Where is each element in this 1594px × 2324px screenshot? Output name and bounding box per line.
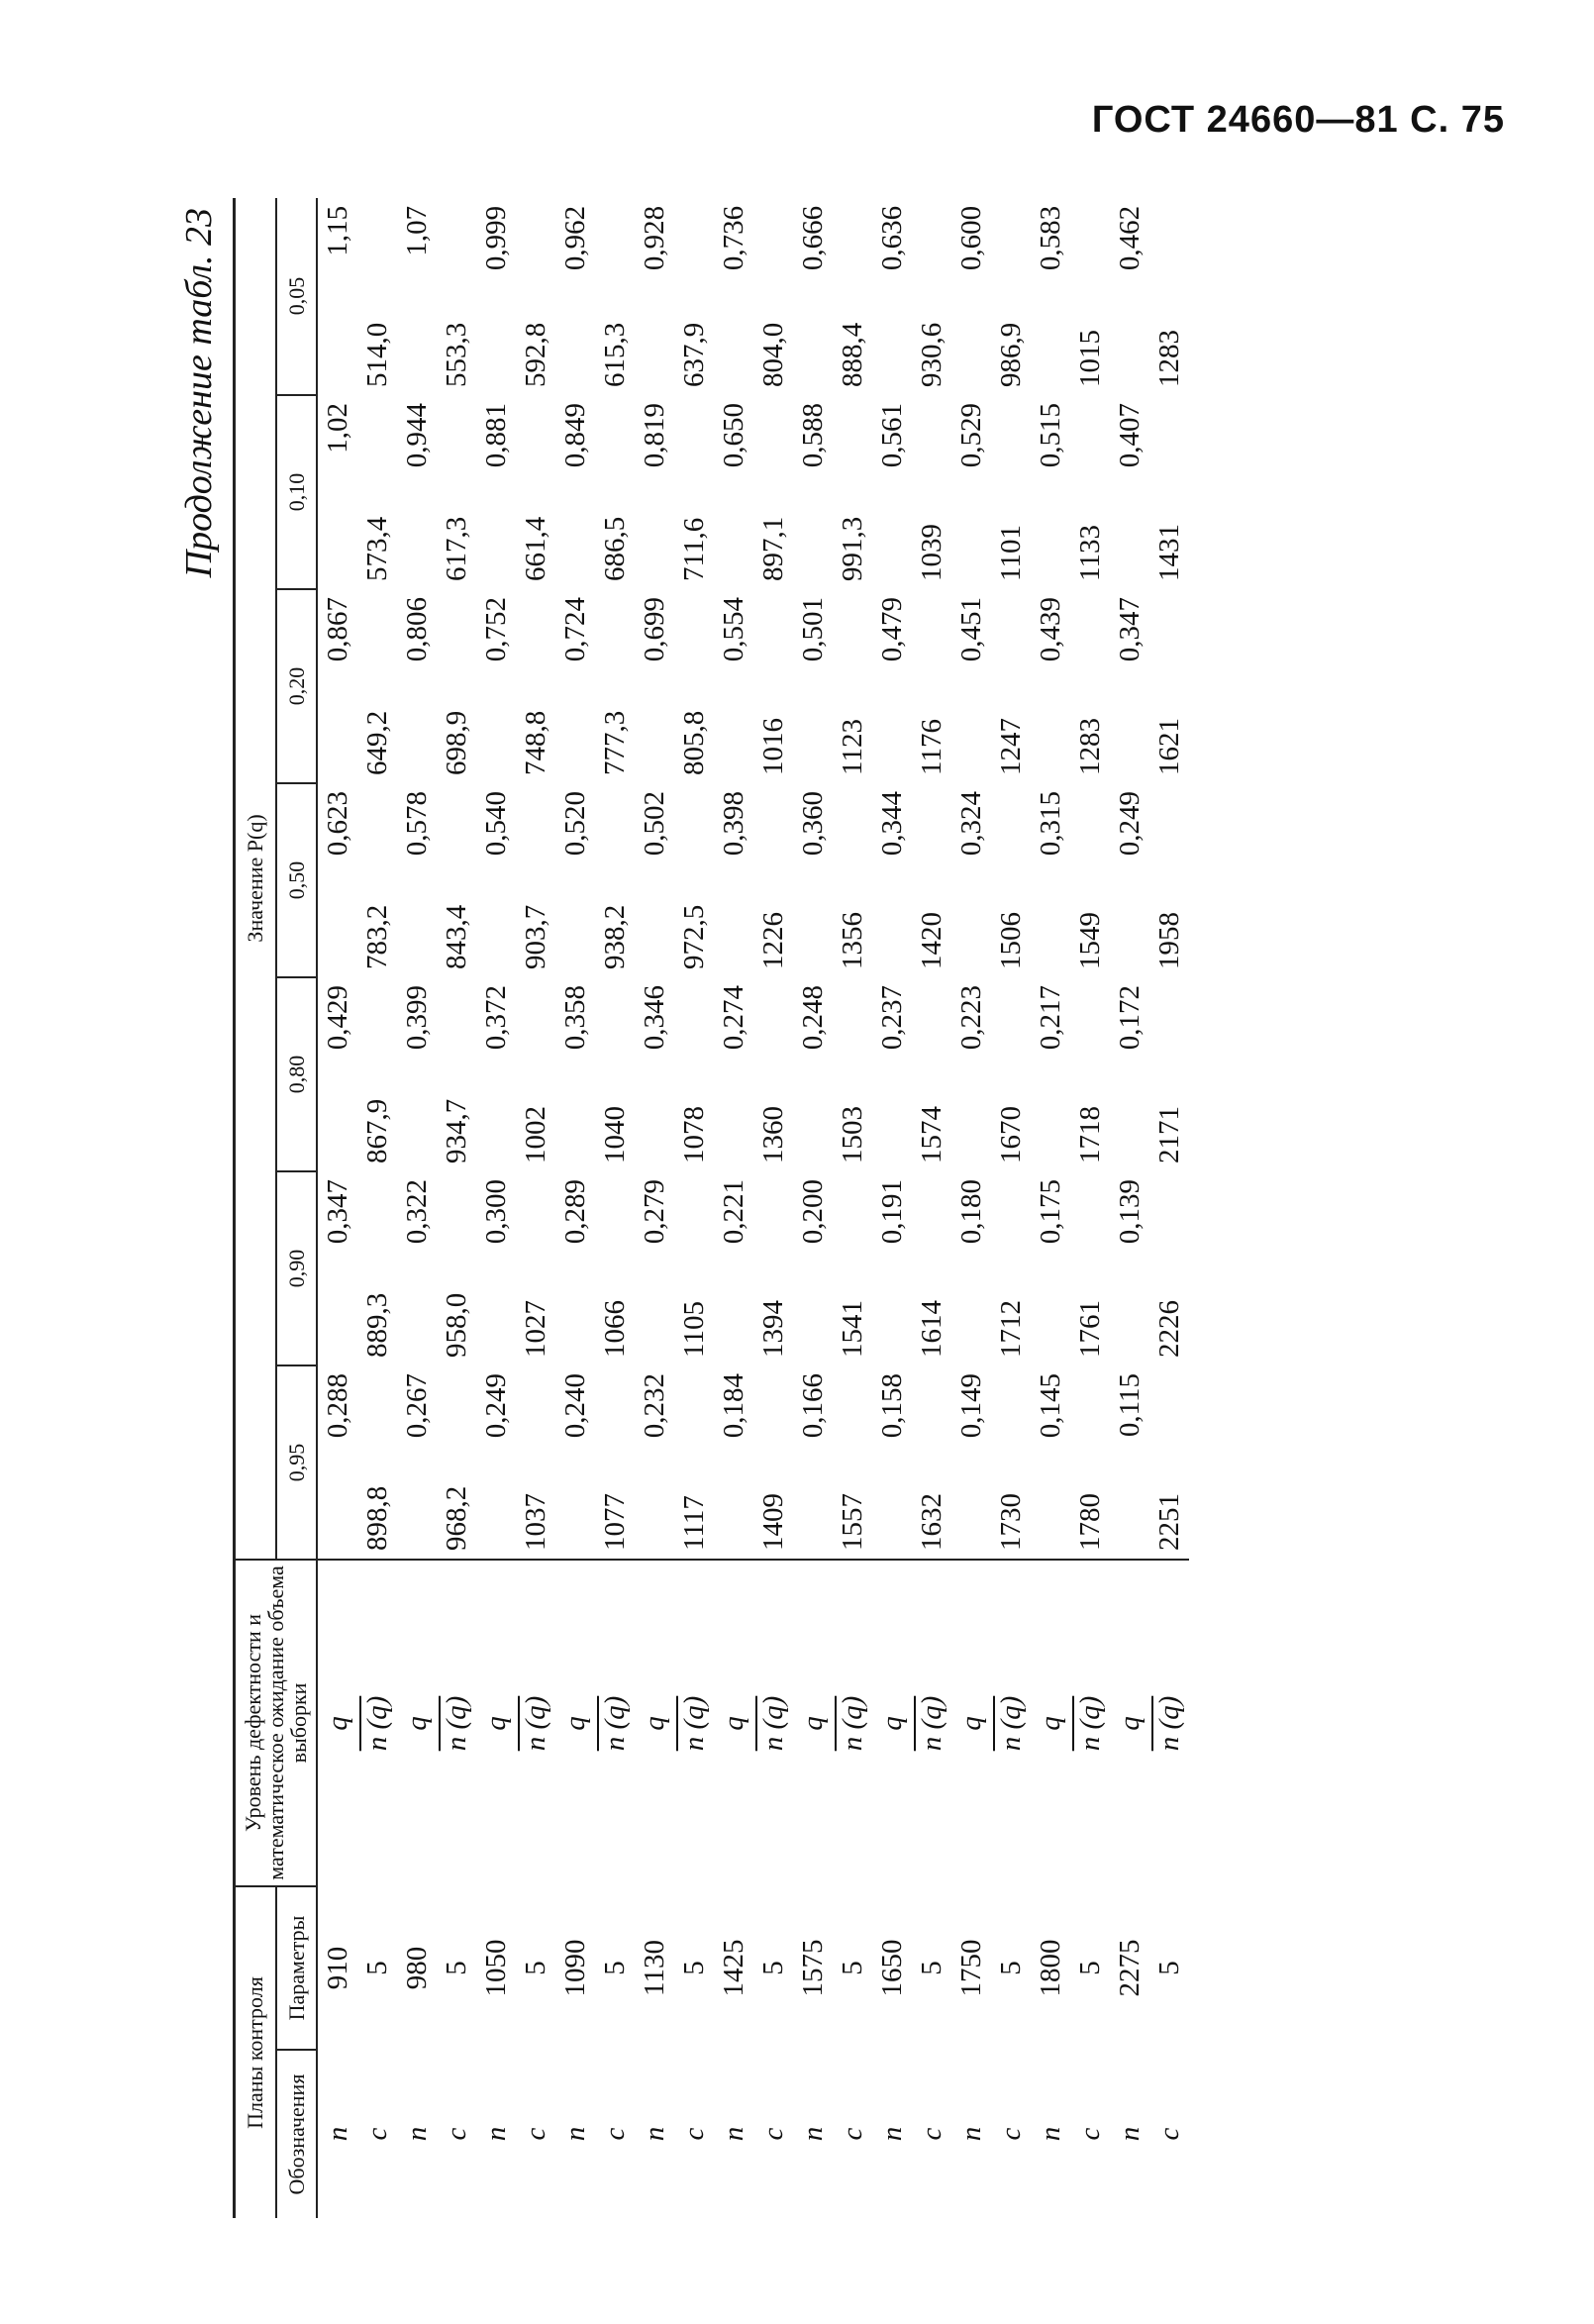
- row-level: q: [872, 1560, 912, 1886]
- value-cell: 0,221: [718, 1178, 750, 1245]
- row-code: n: [955, 2126, 988, 2142]
- value-cell: 1016: [757, 717, 790, 775]
- value-cell: 2226: [1153, 1299, 1186, 1358]
- value-cell: 1077: [599, 1492, 632, 1551]
- row-level: n (q): [1149, 1560, 1189, 1886]
- value-cell: 1117: [678, 1495, 711, 1551]
- p-level-header: 0,20: [276, 589, 318, 783]
- table-row: [516, 198, 555, 2218]
- value-cell: 711,6: [678, 517, 711, 581]
- table-row: [476, 198, 516, 2218]
- value-cell: 1040: [599, 1105, 632, 1163]
- value-cell: 1780: [1074, 1492, 1107, 1551]
- data-table: [233, 198, 1189, 2218]
- value-cell: 0,248: [797, 984, 830, 1051]
- value-cell: 1247: [995, 717, 1028, 775]
- value-cell: 2251: [1153, 1492, 1186, 1551]
- row-level: q: [555, 1560, 595, 1886]
- value-cell: 991,3: [837, 516, 869, 581]
- value-cell: 1002: [520, 1105, 552, 1163]
- value-cell: 0,346: [639, 984, 671, 1051]
- value-cell: 0,588: [797, 402, 830, 468]
- value-cell: 805,8: [678, 710, 711, 775]
- table-row: [555, 198, 595, 2218]
- value-cell: 0,115: [1114, 1372, 1146, 1438]
- value-cell: 0,439: [1035, 596, 1067, 662]
- value-cell: 1,07: [401, 205, 434, 256]
- value-cell: 0,149: [955, 1372, 988, 1439]
- row-code: c: [599, 2127, 632, 2141]
- value-cell: 0,600: [955, 205, 988, 271]
- value-cell: 0,666: [797, 205, 830, 271]
- value-cell: 0,529: [955, 402, 988, 468]
- value-cell: 0,274: [718, 984, 750, 1051]
- value-cell: 972,5: [678, 904, 711, 969]
- row-param: 5: [757, 1961, 790, 1975]
- value-cell: 1409: [757, 1492, 790, 1551]
- row-level: q: [476, 1560, 516, 1886]
- row-code: c: [678, 2127, 711, 2141]
- value-cell: 0,881: [480, 402, 513, 468]
- value-cell: 0,819: [639, 402, 671, 468]
- table-caption: Продолжение табл. 23: [178, 208, 220, 578]
- value-cell: 1283: [1074, 717, 1107, 775]
- value-cell: 0,650: [718, 402, 750, 468]
- value-cell: 661,4: [520, 516, 552, 581]
- table-body: [317, 198, 1189, 2218]
- row-code: n: [401, 2126, 434, 2142]
- p-level-header: 0,50: [276, 783, 318, 977]
- value-cell: 1557: [837, 1492, 869, 1551]
- value-cell: 0,145: [1035, 1372, 1067, 1439]
- value-cell: 1066: [599, 1299, 632, 1358]
- table-row: [1149, 198, 1189, 2218]
- table-row: [1031, 198, 1070, 2218]
- value-cell: 867,9: [361, 1098, 394, 1163]
- value-cell: 615,3: [599, 322, 632, 387]
- value-cell: 1176: [916, 719, 948, 775]
- value-cell: 1133: [1074, 525, 1107, 581]
- row-level: q: [1110, 1560, 1149, 1886]
- rotated-table-area: [173, 198, 1460, 2218]
- value-cell: 0,429: [322, 984, 354, 1051]
- value-cell: 0,462: [1114, 205, 1146, 271]
- value-cell: 0,724: [559, 596, 592, 662]
- table-row: [595, 198, 635, 2218]
- value-cell: 0,636: [876, 205, 909, 271]
- value-cell: 514,0: [361, 322, 394, 387]
- value-cell: 1420: [916, 911, 948, 969]
- value-cell: 1105: [678, 1301, 711, 1358]
- value-cell: 0,561: [876, 402, 909, 468]
- value-cell: 783,2: [361, 904, 394, 969]
- value-cell: 1632: [916, 1492, 948, 1551]
- table-row: [912, 198, 951, 2218]
- value-cell: 1,02: [322, 402, 354, 454]
- row-param: 1750: [955, 1939, 988, 1997]
- value-cell: 1761: [1074, 1299, 1107, 1358]
- row-level: n (q): [912, 1560, 951, 1886]
- p-level-header: 0,10: [276, 395, 318, 589]
- row-level: n (q): [674, 1560, 714, 1886]
- value-cell: 592,8: [520, 322, 552, 387]
- row-code: n: [322, 2126, 354, 2142]
- value-cell: 2171: [1153, 1105, 1186, 1163]
- row-param: 5: [995, 1961, 1028, 1975]
- value-cell: 0,249: [1114, 790, 1146, 857]
- row-code: c: [995, 2127, 1028, 2141]
- row-param: 5: [916, 1961, 948, 1975]
- value-cell: 1394: [757, 1299, 790, 1358]
- value-cell: 0,300: [480, 1178, 513, 1245]
- value-cell: 0,623: [322, 790, 354, 857]
- row-level: n (q): [991, 1560, 1031, 1886]
- value-cell: 938,2: [599, 904, 632, 969]
- value-cell: 0,324: [955, 790, 988, 857]
- value-cell: 0,540: [480, 790, 513, 857]
- table-row: [437, 198, 476, 2218]
- value-cell: 0,175: [1035, 1178, 1067, 1245]
- value-cell: 649,2: [361, 710, 394, 775]
- value-cell: 0,806: [401, 596, 434, 662]
- group-values-header: Значение P(q): [235, 198, 276, 1560]
- value-cell: 573,4: [361, 516, 394, 581]
- value-cell: 617,3: [441, 516, 473, 581]
- value-cell: 0,232: [639, 1372, 671, 1439]
- row-param: 5: [441, 1961, 473, 1975]
- table-row: [397, 198, 437, 2218]
- value-cell: 0,849: [559, 402, 592, 468]
- value-cell: 0,237: [876, 984, 909, 1051]
- table-row: [872, 198, 912, 2218]
- value-cell: 0,479: [876, 596, 909, 662]
- value-cell: 1123: [837, 719, 869, 775]
- value-cell: 0,520: [559, 790, 592, 857]
- row-level: q: [951, 1560, 991, 1886]
- value-cell: 0,999: [480, 205, 513, 271]
- row-param: 1130: [639, 1940, 671, 1996]
- table-row: [833, 198, 872, 2218]
- table-row: [674, 198, 714, 2218]
- value-cell: 748,8: [520, 710, 552, 775]
- value-cell: 0,399: [401, 984, 434, 1051]
- value-cell: 1541: [837, 1299, 869, 1358]
- value-cell: 0,347: [1114, 596, 1146, 662]
- value-cell: 0,867: [322, 596, 354, 662]
- level-column-header: Уровень дефектности и математическое ожидание объема выборки: [235, 1560, 318, 1886]
- table-row: [317, 198, 357, 2218]
- row-code: n: [559, 2126, 592, 2142]
- value-cell: 1958: [1153, 911, 1186, 969]
- row-code: n: [639, 2126, 671, 2142]
- value-cell: 934,7: [441, 1098, 473, 1163]
- value-cell: 1614: [916, 1299, 948, 1358]
- p-level-header: 0,05: [276, 198, 318, 395]
- value-cell: 888,4: [837, 322, 869, 387]
- row-level: n (q): [357, 1560, 397, 1886]
- value-cell: 1503: [837, 1105, 869, 1163]
- row-level: q: [793, 1560, 833, 1886]
- value-cell: 1712: [995, 1299, 1028, 1358]
- row-code: c: [757, 2127, 790, 2141]
- p-level-header: 0,90: [276, 1171, 318, 1365]
- value-cell: 0,944: [401, 402, 434, 468]
- row-param: 5: [520, 1961, 552, 1975]
- value-cell: 0,578: [401, 790, 434, 857]
- table-row: [1110, 198, 1149, 2218]
- table-row: [357, 198, 397, 2218]
- value-cell: 0,699: [639, 596, 671, 662]
- row-param: 5: [361, 1961, 394, 1975]
- value-cell: 0,315: [1035, 790, 1067, 857]
- value-cell: 1015: [1074, 329, 1107, 387]
- row-code: n: [876, 2126, 909, 2142]
- row-level: q: [397, 1560, 437, 1886]
- group-plans-header: Планы контроля: [235, 1886, 276, 2218]
- value-cell: 1039: [916, 523, 948, 581]
- row-level: q: [1031, 1560, 1070, 1886]
- table-row: [793, 198, 833, 2218]
- value-cell: 0,217: [1035, 984, 1067, 1051]
- value-cell: 1549: [1074, 911, 1107, 969]
- row-level: q: [317, 1560, 357, 1886]
- table-row: [951, 198, 991, 2218]
- value-cell: 0,501: [797, 596, 830, 662]
- table-row: [635, 198, 674, 2218]
- value-cell: 804,0: [757, 322, 790, 387]
- row-param: 5: [599, 1961, 632, 1975]
- value-cell: 0,962: [559, 205, 592, 271]
- value-cell: 1078: [678, 1105, 711, 1163]
- row-code: n: [480, 2126, 513, 2142]
- value-cell: 0,554: [718, 596, 750, 662]
- value-cell: 0,184: [718, 1372, 750, 1439]
- value-cell: 0,166: [797, 1372, 830, 1439]
- row-level: n (q): [753, 1560, 793, 1886]
- value-cell: 637,9: [678, 322, 711, 387]
- table-row: [991, 198, 1031, 2218]
- value-cell: 0,360: [797, 790, 830, 857]
- value-cell: 686,5: [599, 516, 632, 581]
- row-param: 980: [401, 1946, 434, 1990]
- value-cell: 1037: [520, 1492, 552, 1551]
- value-cell: 0,451: [955, 596, 988, 662]
- value-cell: 0,358: [559, 984, 592, 1051]
- value-cell: 897,1: [757, 516, 790, 581]
- value-cell: 0,180: [955, 1178, 988, 1245]
- row-param: 2275: [1114, 1939, 1146, 1997]
- value-cell: 1506: [995, 911, 1028, 969]
- row-param: 5: [1074, 1961, 1107, 1975]
- value-cell: 0,223: [955, 984, 988, 1051]
- value-cell: 0,139: [1114, 1178, 1146, 1245]
- value-cell: 0,279: [639, 1178, 671, 1245]
- row-param: 5: [678, 1961, 711, 1975]
- code-column-header: Обозначения: [276, 2050, 318, 2218]
- row-param: 1575: [797, 1939, 830, 1997]
- value-cell: 0,736: [718, 205, 750, 271]
- row-level: n (q): [833, 1560, 872, 1886]
- value-cell: 1621: [1153, 717, 1186, 775]
- row-param: 1425: [718, 1939, 750, 1997]
- row-code: n: [1035, 2126, 1067, 2142]
- value-cell: 968,2: [441, 1485, 473, 1551]
- value-cell: 0,372: [480, 984, 513, 1051]
- value-cell: 0,191: [876, 1178, 909, 1245]
- page-header: ГОСТ 24660—81 С. 75: [1091, 99, 1505, 141]
- value-cell: 0,200: [797, 1178, 830, 1245]
- value-cell: 0,583: [1035, 205, 1067, 271]
- value-cell: 0,502: [639, 790, 671, 857]
- value-cell: 0,158: [876, 1372, 909, 1439]
- value-cell: 0,347: [322, 1178, 354, 1245]
- p-level-header: 0,80: [276, 977, 318, 1171]
- value-cell: 958,0: [441, 1292, 473, 1358]
- value-cell: 903,7: [520, 904, 552, 969]
- row-code: c: [361, 2127, 394, 2141]
- value-cell: 930,6: [916, 322, 948, 387]
- value-cell: 1226: [757, 911, 790, 969]
- row-code: c: [520, 2127, 552, 2141]
- row-code: n: [797, 2126, 830, 2142]
- params-column-header: Параметры: [276, 1886, 318, 2050]
- row-param: 5: [837, 1961, 869, 1975]
- table-row: [714, 198, 753, 2218]
- value-cell: 0,289: [559, 1178, 592, 1245]
- value-cell: 0,288: [322, 1372, 354, 1439]
- row-level: n (q): [516, 1560, 555, 1886]
- row-level: n (q): [437, 1560, 476, 1886]
- value-cell: 1670: [995, 1105, 1028, 1163]
- row-param: 1800: [1035, 1939, 1067, 1997]
- value-cell: 1101: [995, 525, 1028, 581]
- value-cell: 553,3: [441, 322, 473, 387]
- p-level-header: 0,95: [276, 1365, 318, 1560]
- row-param: 1050: [480, 1939, 513, 1997]
- value-cell: 1,15: [322, 205, 354, 256]
- row-param: 1650: [876, 1939, 909, 1997]
- row-code: c: [1153, 2127, 1186, 2141]
- table-row: [753, 198, 793, 2218]
- row-level: q: [635, 1560, 674, 1886]
- value-cell: 0,344: [876, 790, 909, 857]
- value-cell: 0,322: [401, 1178, 434, 1245]
- value-cell: 1360: [757, 1105, 790, 1163]
- row-param: 910: [322, 1946, 354, 1990]
- row-code: c: [837, 2127, 869, 2141]
- row-code: n: [1114, 2126, 1146, 2142]
- value-cell: 1027: [520, 1299, 552, 1358]
- row-code: c: [1074, 2127, 1107, 2141]
- value-cell: 0,752: [480, 596, 513, 662]
- value-cell: 986,9: [995, 322, 1028, 387]
- value-cell: 1718: [1074, 1105, 1107, 1163]
- table-row: [1070, 198, 1110, 2218]
- row-param: 1090: [559, 1939, 592, 1997]
- value-cell: 0,267: [401, 1372, 434, 1439]
- value-cell: 1356: [837, 911, 869, 969]
- value-cell: 1431: [1153, 523, 1186, 581]
- value-cell: 0,240: [559, 1372, 592, 1439]
- value-cell: 0,928: [639, 205, 671, 271]
- row-code: n: [718, 2126, 750, 2142]
- value-cell: 777,3: [599, 710, 632, 775]
- row-level: q: [714, 1560, 753, 1886]
- value-cell: 0,407: [1114, 402, 1146, 468]
- value-cell: 0,172: [1114, 984, 1146, 1051]
- value-cell: 1283: [1153, 329, 1186, 387]
- value-cell: 0,398: [718, 790, 750, 857]
- value-cell: 898,8: [361, 1485, 394, 1551]
- row-level: n (q): [1070, 1560, 1110, 1886]
- row-param: 5: [1153, 1961, 1186, 1975]
- value-cell: 843,4: [441, 904, 473, 969]
- row-code: c: [441, 2127, 473, 2141]
- value-cell: 1730: [995, 1492, 1028, 1551]
- value-cell: 698,9: [441, 710, 473, 775]
- row-code: c: [916, 2127, 948, 2141]
- value-cell: 1574: [916, 1105, 948, 1163]
- value-cell: 889,3: [361, 1292, 394, 1358]
- value-cell: 0,249: [480, 1372, 513, 1439]
- value-cell: 0,515: [1035, 402, 1067, 468]
- row-level: n (q): [595, 1560, 635, 1886]
